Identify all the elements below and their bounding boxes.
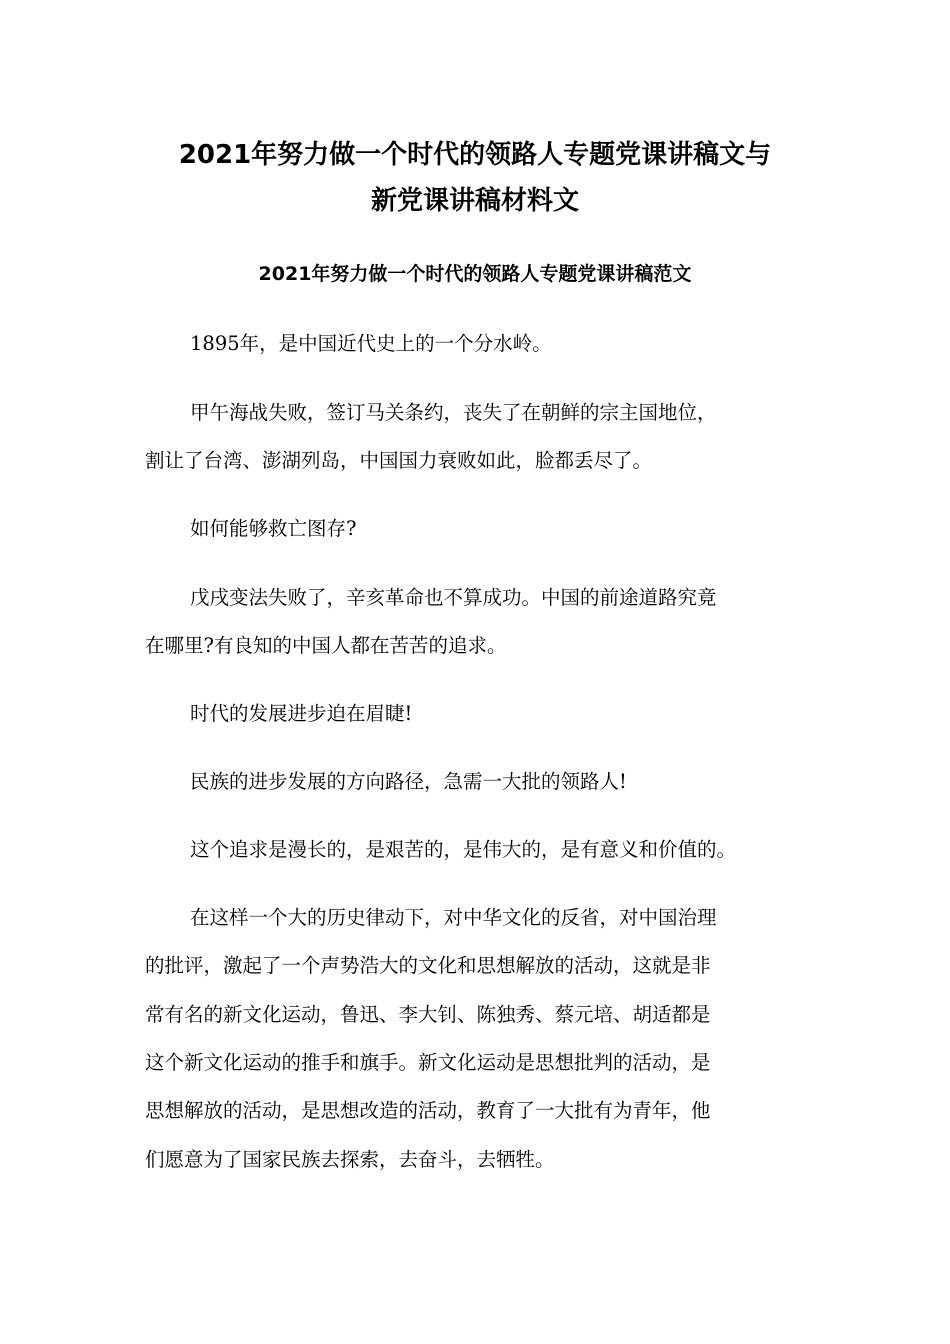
paragraph-4-line-1: 戊戌变法失败了，辛亥革命也不算成功。中国的前途道路究竟 (190, 586, 717, 609)
paragraph-8-line-3: 常有名的新文化运动，鲁迅、李大钊、陈独秀、蔡元培、胡适都是 (145, 1003, 711, 1026)
paragraph-8-line-2: 的批评，激起了一个声势浩大的文化和思想解放的活动，这就是非 (145, 954, 711, 977)
paragraph-3-line-1: 如何能够救亡图存? (190, 517, 357, 540)
paragraph-8-line-1: 在这样一个大的历史律动下，对中华文化的反省，对中国治理 (190, 906, 717, 929)
paragraph-8-line-4: 这个新文化运动的推手和旗手。新文化运动是思想批判的活动，是 (145, 1051, 711, 1074)
document-subtitle: 2021年努力做一个时代的领路人专题党课讲稿范文 (258, 263, 692, 285)
paragraph-8-line-6: 们愿意为了国家民族去探索，去奋斗，去牺牲。 (145, 1148, 555, 1171)
paragraph-5-line-1: 时代的发展进步迫在眉睫! (190, 702, 413, 725)
paragraph-1-line-1: 1895年，是中国近代史上的一个分水岭。 (190, 332, 552, 355)
paragraph-7-line-1: 这个追求是漫长的，是艰苦的，是伟大的，是有意义和价值的。 (190, 838, 737, 861)
paragraph-4-line-2: 在哪里?有良知的中国人都在苦苦的追求。 (145, 634, 507, 657)
paragraph-6-line-1: 民族的进步发展的方向路径，急需一大批的领路人! (190, 770, 627, 793)
document-title-line-2: 新党课讲稿材料文 (370, 186, 579, 216)
paragraph-2-line-1: 甲午海战失败，签订马关条约，丧失了在朝鲜的宗主国地位， (190, 401, 717, 424)
paragraph-2-line-2: 割让了台湾、澎湖列岛，中国国力衰败如此，脸都丢尽了。 (145, 449, 653, 472)
paragraph-8-line-5: 思想解放的活动，是思想改造的活动，教育了一大批有为青年，他 (145, 1099, 711, 1122)
document-title-line-1: 2021年努力做一个时代的领路人专题党课讲稿文与 (178, 140, 772, 170)
